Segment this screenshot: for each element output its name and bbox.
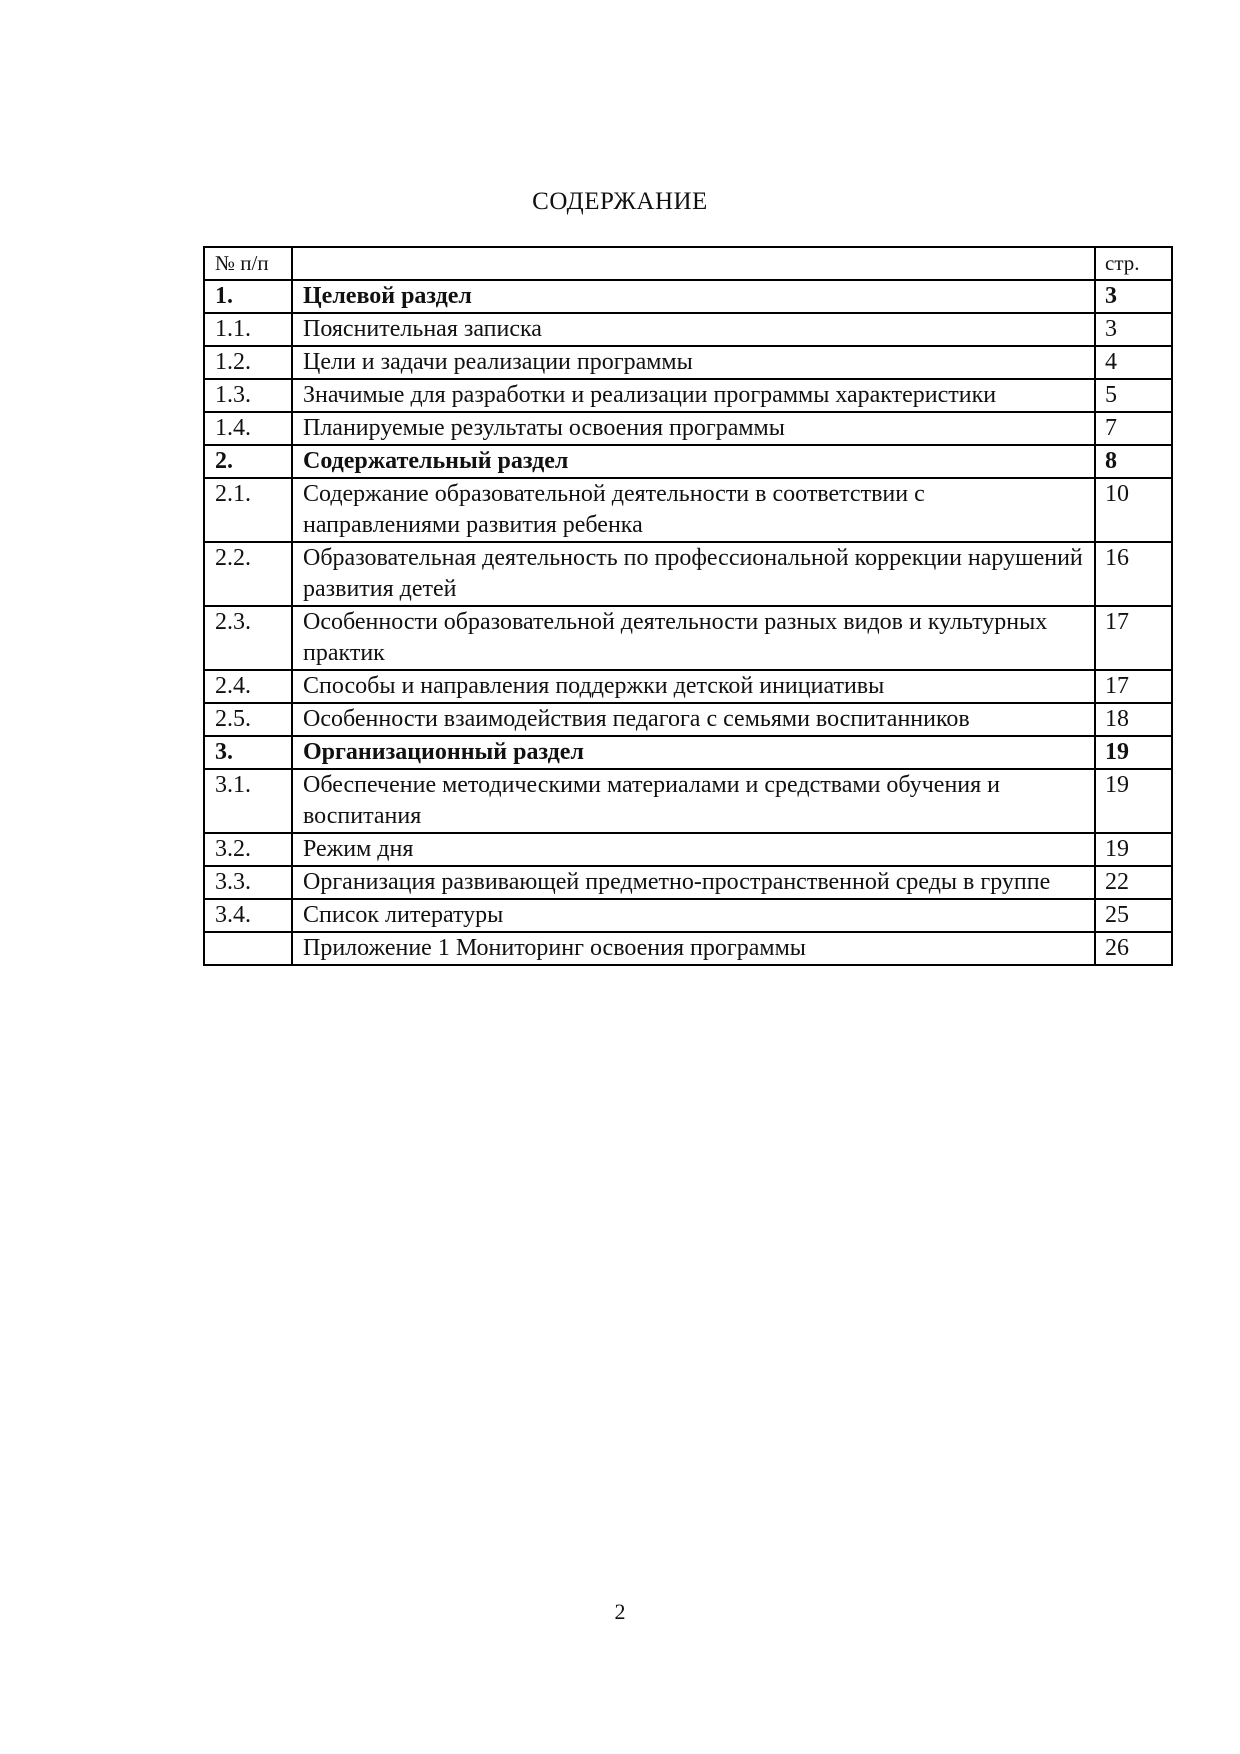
toc-row-title: Обеспечение методическими материалами и средствами обучения и воспитания (292, 769, 1095, 833)
toc-row-page: 26 (1095, 932, 1172, 965)
toc-row-number: 2.5. (204, 703, 292, 736)
toc-row-page: 17 (1095, 670, 1172, 703)
toc-row (204, 542, 1172, 606)
toc-row (204, 866, 1172, 899)
toc-row-number: 3.4. (204, 899, 292, 932)
toc-row (204, 379, 1172, 412)
toc-row-number: 2. (204, 445, 292, 478)
header-title (292, 247, 1095, 280)
toc-row-page: 18 (1095, 703, 1172, 736)
toc-row (204, 606, 1172, 670)
toc-row (204, 313, 1172, 346)
toc-row-page: 5 (1095, 379, 1172, 412)
toc-row (204, 769, 1172, 833)
toc-section-row (204, 445, 1172, 478)
toc-row-number: 1.2. (204, 346, 292, 379)
toc-row-number: 1.1. (204, 313, 292, 346)
header-num: № п/п (204, 247, 292, 280)
toc-row-title: Цели и задачи реализации программы (292, 346, 1095, 379)
toc-row-page: 8 (1095, 445, 1172, 478)
toc-row-title: Приложение 1 Мониторинг освоения программы (292, 932, 1095, 965)
toc-row-number: 1.3. (204, 379, 292, 412)
toc-row-page: 10 (1095, 478, 1172, 542)
toc-section-row (204, 736, 1172, 769)
toc-row-title: Содержательный раздел (292, 445, 1095, 478)
toc-row (204, 412, 1172, 445)
toc-row-title: Организация развивающей предметно-пространственной среды в группе (292, 866, 1095, 899)
header-page: стр. (1095, 247, 1172, 280)
toc-row-number: 3.3. (204, 866, 292, 899)
toc-row-page: 22 (1095, 866, 1172, 899)
toc-row (204, 670, 1172, 703)
toc-section-row (204, 280, 1172, 313)
toc-row (204, 899, 1172, 932)
toc-row-number: 2.3. (204, 606, 292, 670)
toc-row-title: Список литературы (292, 899, 1095, 932)
toc-row-title: Способы и направления поддержки детской инициативы (292, 670, 1095, 703)
toc-row-title: Планируемые результаты освоения программы (292, 412, 1095, 445)
toc-row-number: 2.1. (204, 478, 292, 542)
toc-row-page: 19 (1095, 769, 1172, 833)
toc-row (204, 833, 1172, 866)
toc-row-number: 1. (204, 280, 292, 313)
toc-row-page: 3 (1095, 280, 1172, 313)
toc-row-title: Значимые для разработки и реализации программы характеристики (292, 379, 1095, 412)
toc-row (204, 478, 1172, 542)
toc-row (204, 703, 1172, 736)
toc-row-title: Содержание образовательной деятельности в соответствии с направлениями развития ребенка (292, 478, 1095, 542)
toc-row-number: 2.2. (204, 542, 292, 606)
toc-row-title: Целевой раздел (292, 280, 1095, 313)
toc-row-page: 16 (1095, 542, 1172, 606)
page-title: СОДЕРЖАНИЕ (532, 188, 708, 215)
toc-row-title: Образовательная деятельность по профессиональной коррекции нарушений развития детей (292, 542, 1095, 606)
toc-row-page: 7 (1095, 412, 1172, 445)
toc-row-page: 4 (1095, 346, 1172, 379)
toc-row-title: Режим дня (292, 833, 1095, 866)
toc-row (204, 932, 1172, 965)
toc-row-number: 3. (204, 736, 292, 769)
toc-row-number: 3.2. (204, 833, 292, 866)
toc-row-page: 25 (1095, 899, 1172, 932)
toc-row-number: 1.4. (204, 412, 292, 445)
toc-row-number: 3.1. (204, 769, 292, 833)
toc-row-page: 19 (1095, 833, 1172, 866)
toc-row-page: 19 (1095, 736, 1172, 769)
toc-row-page: 3 (1095, 313, 1172, 346)
toc-row-title: Особенности взаимодействия педагога с семьями воспитанников (292, 703, 1095, 736)
toc-row-number: 2.4. (204, 670, 292, 703)
toc-row-title: Организационный раздел (292, 736, 1095, 769)
toc-row-title: Особенности образовательной деятельности разных видов и культурных практик (292, 606, 1095, 670)
toc-row-page: 17 (1095, 606, 1172, 670)
toc-row-number (204, 932, 292, 965)
toc-row-title: Пояснительная записка (292, 313, 1095, 346)
toc-table (203, 246, 1173, 966)
toc-header-row (204, 247, 1172, 280)
page-number: 2 (614, 1599, 626, 1624)
toc-row (204, 346, 1172, 379)
